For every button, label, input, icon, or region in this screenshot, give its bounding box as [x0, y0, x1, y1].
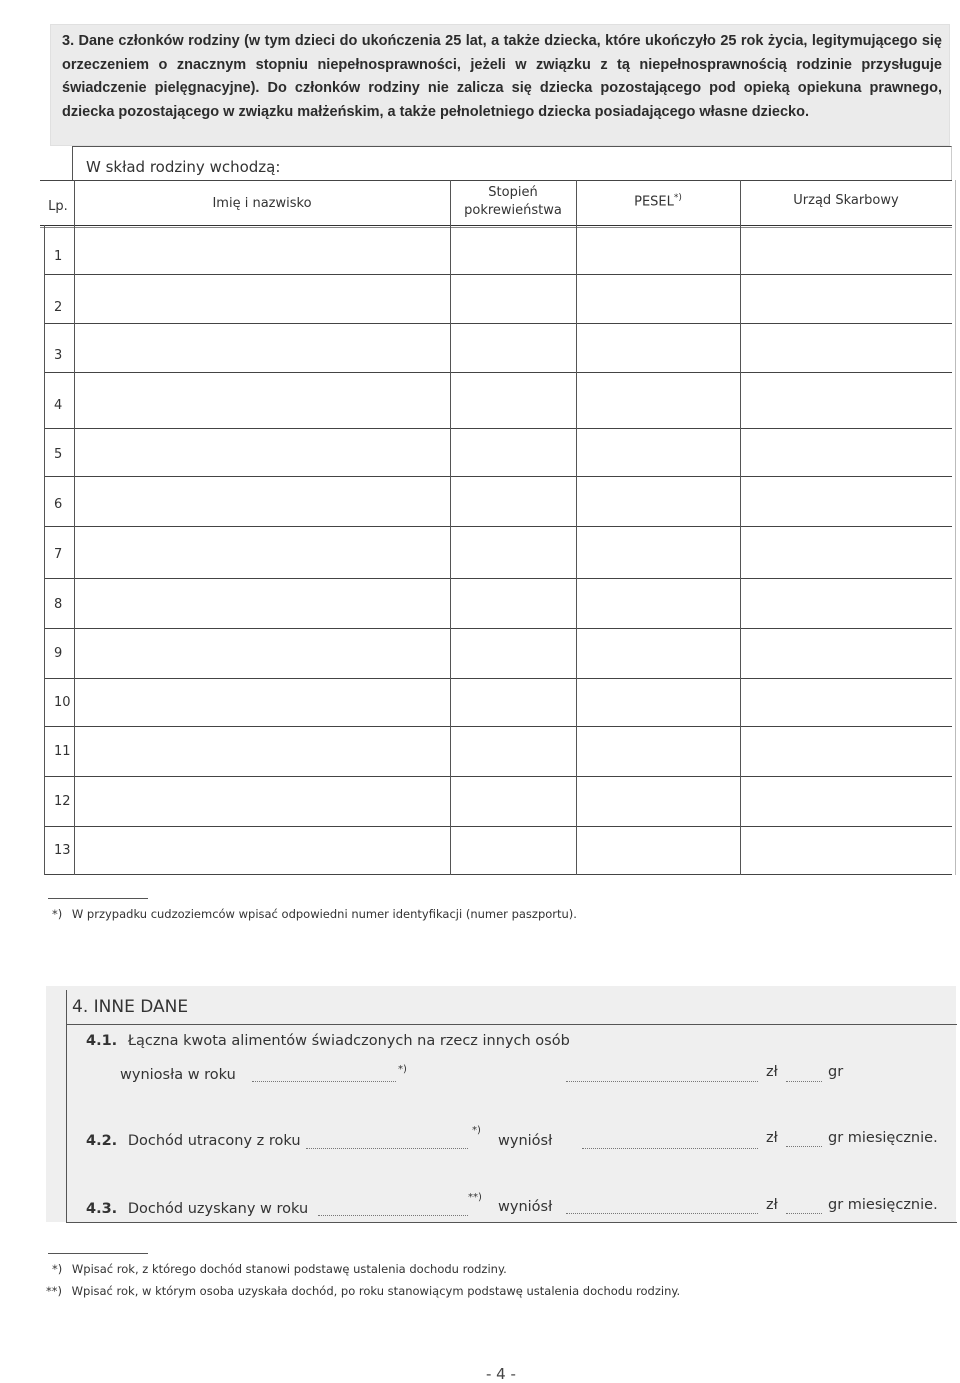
household-label: W skład rodziny wchodzą:	[86, 158, 281, 176]
item-4-2-gr-field[interactable]	[786, 1145, 822, 1147]
table-row-number: 12	[54, 794, 71, 809]
header-pesel-mark: *)	[673, 193, 682, 203]
section-4-title: 4. INNE DANE	[72, 997, 189, 1017]
item-4-1-label: Łączna kwota alimentów świadczonych na rzecz innych osób	[127, 1033, 570, 1049]
item-4-3	[86, 1201, 308, 1217]
item-4-3-zl: zł	[766, 1197, 778, 1213]
table-row-number: 9	[54, 646, 63, 661]
item-4-1-zl: zł	[766, 1064, 778, 1080]
item-4-1-number: 4.1.	[86, 1033, 118, 1049]
item-4-2-number: 4.2.	[86, 1133, 118, 1149]
footnote-pesel	[52, 907, 577, 921]
item-4-3-wynosil: wyniósł	[498, 1199, 553, 1215]
table-row-number: 11	[54, 744, 71, 759]
section-4-inner-border	[66, 1024, 957, 1223]
footnotes-separator	[48, 1253, 148, 1254]
table-row-number: 8	[54, 597, 63, 612]
item-4-1-gr-field[interactable]	[786, 1080, 822, 1082]
header-name: Imię i nazwisko	[212, 196, 312, 211]
item-4-1-gr: gr	[828, 1064, 844, 1080]
footnote-1	[52, 1262, 507, 1276]
item-4-2-zl: zł	[766, 1130, 778, 1146]
table-row-number: 5	[54, 447, 63, 462]
footnote-separator	[48, 898, 148, 899]
item-4-1-year-label: wyniosła w roku	[120, 1067, 236, 1083]
item-4-3-gr-field[interactable]	[786, 1212, 822, 1214]
header-lp: Lp.	[48, 199, 68, 214]
item-4-2-label: Dochód utracony z roku	[127, 1133, 301, 1149]
item-4-1-line1	[86, 1033, 570, 1049]
item-4-1-amount-field[interactable]	[566, 1080, 758, 1082]
item-4-2-amount-field[interactable]	[582, 1147, 758, 1149]
item-4-2-mark: *)	[472, 1125, 481, 1136]
item-4-3-label: Dochód uzyskany w roku	[127, 1201, 309, 1217]
item-4-1-mark: *)	[398, 1064, 407, 1075]
footnote-2-text: Wpisać rok, w którym osoba uzyskała dochód, po roku stanowiącym podstawę ustalenia dochodu rodziny.	[71, 1284, 681, 1298]
header-relation-line2: pokrewieństwa	[464, 203, 562, 218]
item-4-3-gr: gr miesięcznie.	[828, 1197, 938, 1213]
header-pesel-label: PESEL	[634, 194, 674, 210]
footnote-1-mark: *)	[52, 1262, 63, 1276]
header-tax-office: Urząd Skarbowy	[793, 193, 899, 208]
item-4-2-year-field[interactable]	[306, 1147, 468, 1149]
item-4-2-wynosil: wyniósł	[498, 1133, 553, 1149]
footnote-2	[46, 1284, 680, 1298]
header-relation-line1: Stopień	[488, 185, 538, 200]
item-4-3-year-field[interactable]	[318, 1214, 468, 1216]
table-row-number: 13	[54, 843, 71, 858]
item-4-3-number: 4.3.	[86, 1201, 118, 1217]
section-3-description: 3. Dane członków rodziny (w tym dzieci do ukończenia 25 lat, a także dziecka, które ukończyło 25 rok życia, legitymującego się orzeczeniem o znacznym stopniu niepełnosprawności, jeżeli w związku z tą niepełnosprawnością rodzinie przysługuje świadczenie pielęgnacyjne). Do członków rodziny nie zalicza się dziecka pozostającego pod opieką opiekuna prawnego, dziecka pozostającego w związku małżeńskim, a także pełnoletniego dziecka posiadającego własne dziecko.	[62, 33, 942, 120]
footnote-2-mark: **)	[46, 1284, 62, 1298]
section-4-title-box	[66, 990, 957, 1025]
item-4-2	[86, 1133, 301, 1149]
item-4-1-year-field[interactable]	[252, 1080, 396, 1082]
header-pesel	[576, 193, 740, 209]
table-row-number: 2	[54, 300, 63, 315]
item-4-3-mark: **)	[468, 1192, 482, 1203]
footnote-pesel-mark: *)	[52, 907, 63, 921]
table-row-number: 4	[54, 398, 63, 413]
table-row-number: 10	[54, 695, 71, 710]
page-number: - 4 -	[486, 1365, 516, 1383]
footnote-1-text: Wpisać rok, z którego dochód stanowi podstawę ustalenia dochodu rodziny.	[71, 1262, 507, 1276]
item-4-2-gr: gr miesięcznie.	[828, 1130, 938, 1146]
table-row-number: 7	[54, 547, 63, 562]
item-4-3-amount-field[interactable]	[566, 1212, 758, 1214]
footnote-pesel-text: W przypadku cudzoziemców wpisać odpowiedni numer identyfikacji (numer paszportu).	[71, 907, 577, 921]
table-row-number: 1	[54, 249, 63, 264]
table-row-number: 3	[54, 348, 63, 363]
table-row-number: 6	[54, 497, 63, 512]
